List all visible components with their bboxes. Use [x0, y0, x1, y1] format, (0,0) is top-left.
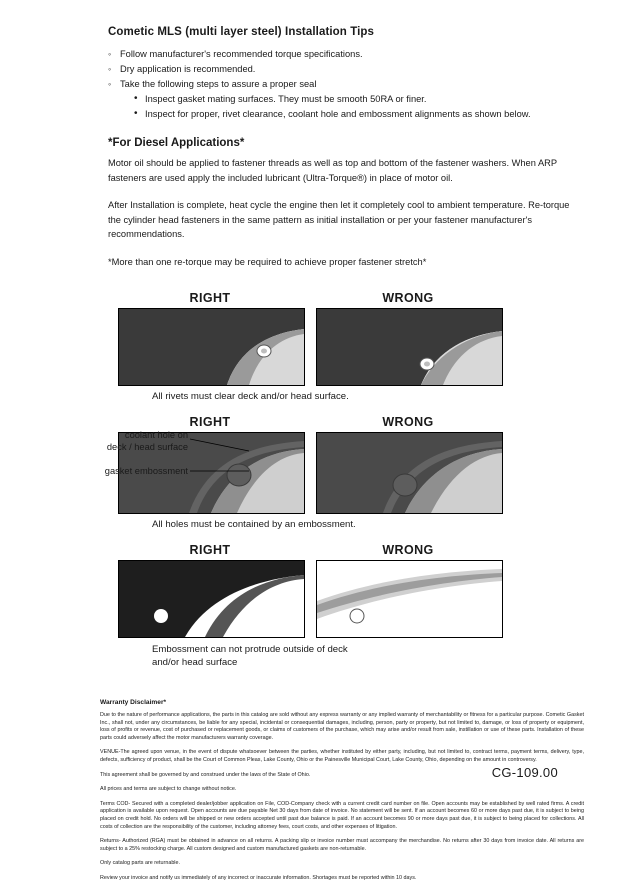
figure-section	[34, 291, 584, 669]
warranty-paragraph: All prices and terms are subject to change without notice.	[100, 786, 237, 793]
diesel-paragraph-3: *More than one re-torque may be required to achieve proper fastener stretch*	[108, 256, 427, 267]
figure-cell-wrong	[316, 291, 501, 386]
diesel-paragraph-1: Motor oil should be applied to fastener threads as well as top and bottom of the fastener washers. When ARP fasteners are used apply the included lubricant (Ultra-Torque®) in place of motor oil.	[108, 158, 557, 183]
warranty-paragraph: Due to the nature of performance applications, the parts in this catalog are sold without any express warranty or any implied warranty of merchantability or fitness for a particular purpose. Cometic Gasket Inc., shall not, under any circumstances, be liable for any special, incidental or consequential damages, including, person, party or property, but not limited to, damage, or loss of property or equipment, loss of profits or revenue, cost of purchased or replacement goods, or claims of customers of the purchase, which may arise and/or result from sale, instillation or use of these parts. Installation of these parts could adversely affect the motor manufacturers warranty coverage.	[100, 712, 584, 741]
figure-row	[34, 543, 584, 638]
figure-cell-wrong	[316, 543, 501, 638]
figure-image-hole-right	[118, 432, 305, 514]
diesel-section-heading: *For Diesel Applications*	[108, 137, 245, 149]
figure-caption-embossment: All holes must be contained by an embossment.	[152, 519, 356, 530]
callout-line-2: deck / head surface	[106, 442, 188, 452]
installation-sub-list	[120, 92, 584, 122]
caption-line-2: and/or head surface	[152, 657, 238, 668]
page-title: Cometic MLS (multi layer steel) Installation Tips	[108, 26, 375, 38]
figure-caption-rivets: All rivets must clear deck and/or head surface.	[152, 391, 349, 402]
figure-row	[34, 291, 584, 386]
figure-group-embossment	[34, 415, 584, 530]
list-item: • Inspect gasket mating surfaces. They must be smooth 50RA or finer.	[134, 92, 584, 107]
warranty-paragraph: Only catalog parts are returnable.	[100, 860, 181, 867]
warranty-paragraph: Review your invoice and notify us immediately of any incorrect or inaccurate information. Shortages must be reported within 10 days.	[100, 874, 417, 881]
figure-group-protrude	[34, 543, 584, 669]
figure-label-wrong: WRONG	[382, 291, 434, 305]
warranty-heading: Warranty Disclaimer*	[100, 699, 167, 706]
figure-image-rivet-wrong	[316, 308, 503, 386]
warranty-section	[34, 699, 584, 883]
document-number: CG-109.00	[491, 765, 558, 780]
figure-label-wrong: WRONG	[382, 543, 434, 557]
list-item	[108, 77, 584, 122]
list-item: ◦ Follow manufacturer's recommended torque specifications.	[108, 47, 584, 62]
figure-label-right: RIGHT	[189, 415, 231, 429]
warranty-paragraph: This agreement shall be governed by and construed under the laws of the State of Ohio.	[100, 771, 311, 778]
figure-caption-protrude	[34, 643, 584, 669]
figure-group-rivets	[34, 291, 584, 402]
figure-image-protrude-right	[118, 560, 305, 638]
warranty-paragraph: Terms COD- Secured with a completed dealer/jobber application on File, COD-Company check with a current credit card number on file. Open accounts may be established by well rated firms. A credit application is available upon request. Open accounts are due payable Net 30 days from date of invoice. No statement will be sent. If an account becomes 60 or more days past due, it is subject to being placed on credit hold. No orders will be shipped or new orders accepted until past due balance is paid. If an account becomes 90 or more days past due, it is subject to being placed for collections. All costs of collection are the responsibility of the customer, including attorney fees, court costs, and other expenses of litigation.	[100, 800, 584, 830]
diesel-paragraph-2: After Installation is complete, heat cycle the engine then let it completely cool to ambient temperature. Re-torque the cylinder head fasteners in the same pattern as initial installation or per your fastener manufacturer's recommendations.	[108, 200, 570, 239]
list-item-label: Take the following steps to assure a proper seal	[120, 79, 317, 89]
caption-line-1: Embossment can not protrude outside of deck	[152, 644, 348, 655]
figure-cell-right	[118, 291, 303, 386]
figure-label-right: RIGHT	[189, 543, 231, 557]
figure-row	[34, 415, 584, 514]
installation-tips-list	[108, 47, 584, 122]
callout-gasket-embossment: gasket embossment	[104, 466, 188, 476]
figure-image-hole-wrong	[316, 432, 503, 514]
figure-label-wrong: WRONG	[382, 415, 434, 429]
warranty-paragraph: Returns- Authorized (RGA) must be obtained in advance on all returns. A packing slip or invoice number must accompany the merchandise. No returns after 30 days from invoice date. All returns are subject to a 25% restocking charge. All custom designed and custom manufactured gaskets are non-returnable.	[100, 838, 584, 852]
figure-cell-wrong	[316, 415, 501, 514]
figure-label-right: RIGHT	[189, 291, 231, 305]
list-item: • Inspect for proper, rivet clearance, coolant hole and embossment alignments as shown below.	[134, 107, 584, 122]
list-item: ◦ Dry application is recommended.	[108, 62, 584, 77]
figure-cell-right	[118, 415, 303, 514]
figure-cell-right	[118, 543, 303, 638]
warranty-paragraph: VENUE-The agreed upon venue, in the event of dispute whatsoever between the parties, whether instituted by either party, including, but not limited to, contract terms, payment terms, delivery, type, defects, sufficiency of product, shall be the Court of Common Pleas, Lake County, Ohio or the Painesville Municipal Court, Lake County, Ohio, depending on the amount in controversy.	[100, 749, 584, 763]
callout-line-1: coolant hole on	[124, 430, 188, 440]
figure-image-protrude-wrong	[316, 560, 503, 638]
figure-image-rivet-right	[118, 308, 305, 386]
